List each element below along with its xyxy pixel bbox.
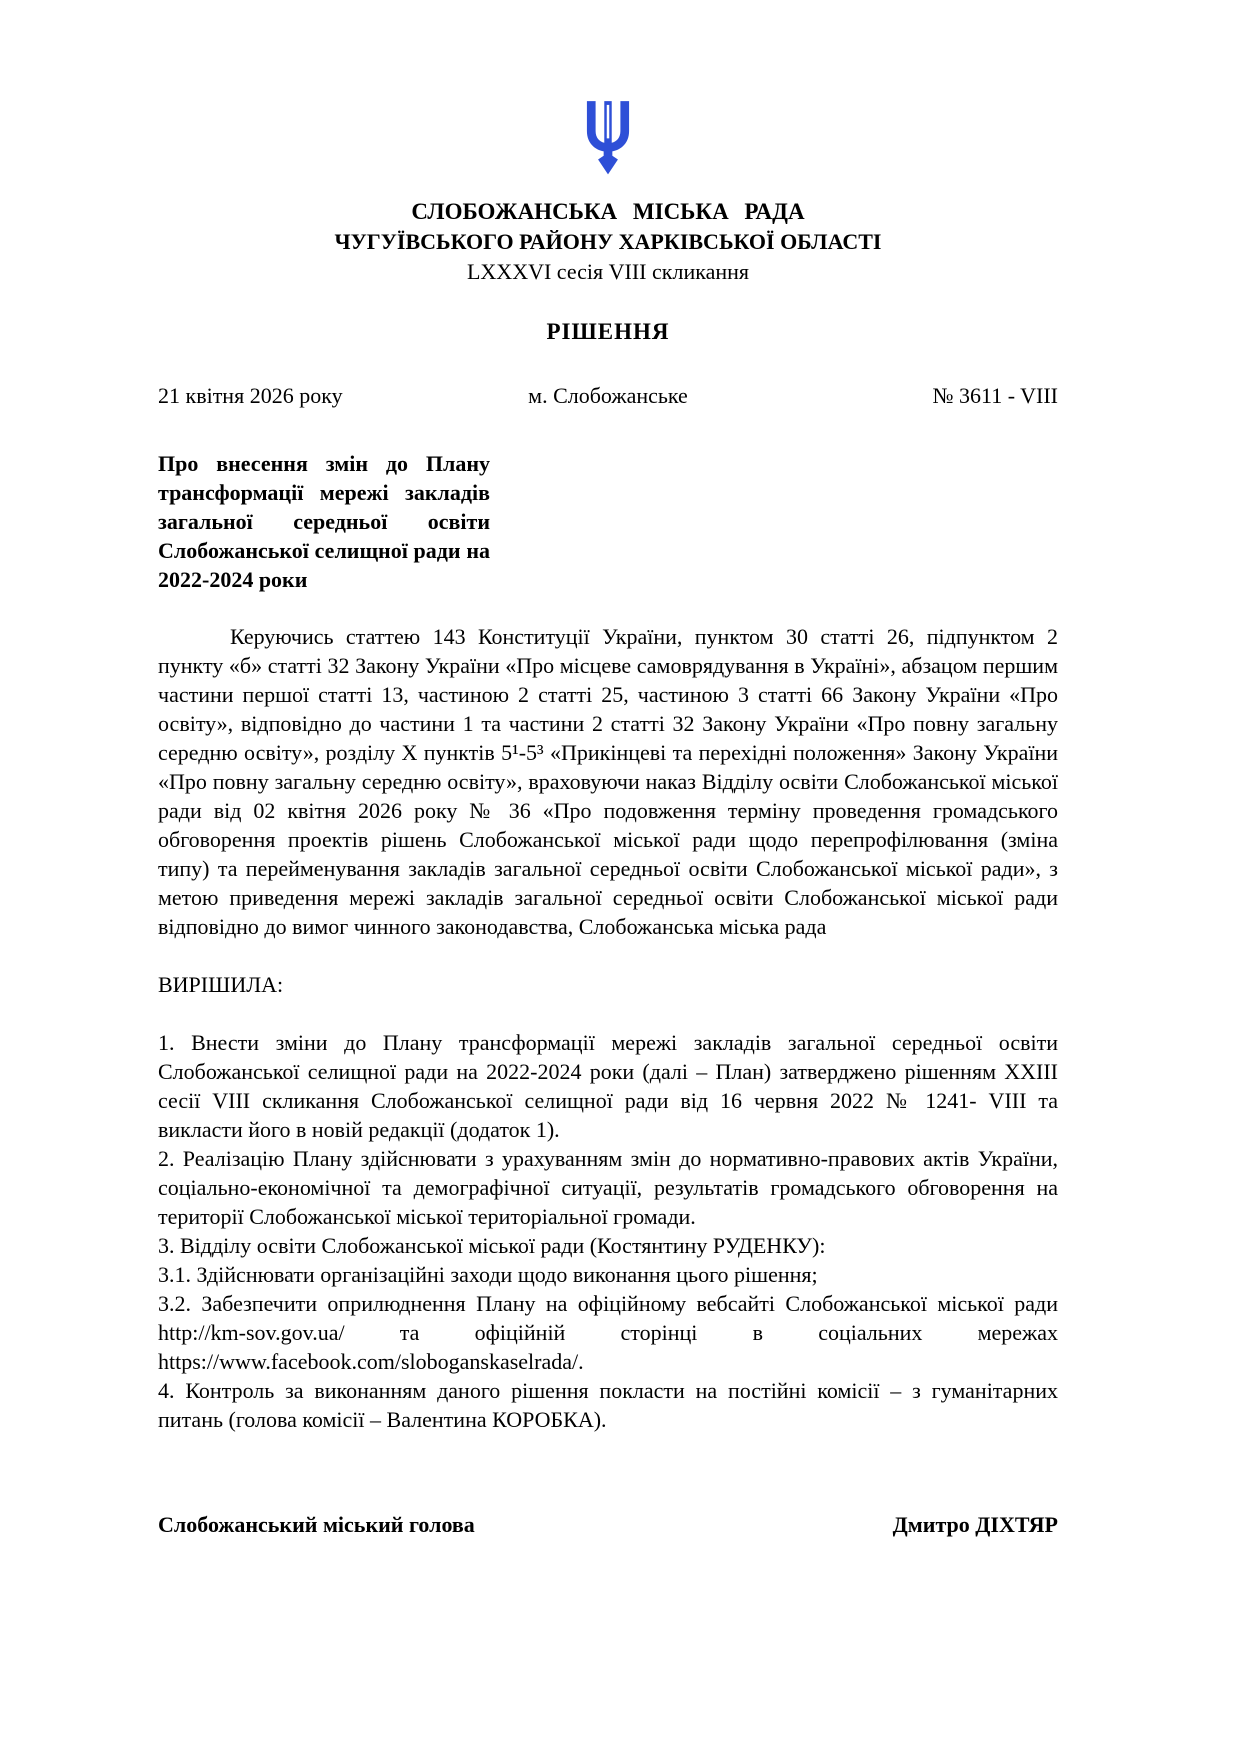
meta-row: [158, 383, 1058, 409]
signatory-name: Дмитро ДІХТЯР: [892, 1512, 1058, 1537]
document-subject: Про внесення змін до Плану трансформації мережі закладів загальної середньої освіти Слобожанської селищної ради на 2022-2024 роки: [158, 451, 490, 592]
trident-inner-line: [607, 105, 609, 138]
resolution-item-2: 2. Реалізацію Плану здійснювати з урахуванням змін до нормативно-правових актів України, соціально-економічної та демографічної ситуації, результатів громадського обговорення на території Слобожанської міської територіальної громади.: [158, 1146, 1058, 1229]
preamble-paragraph: Керуючись статтею 143 Конституції України, пунктом 30 статті 26, підпунктом 2 пункту «б» статті 32 Закону України «Про місцеве самоврядування в Україні», абзацом першим частини першої статті 13, частиною 2 статті 25, частиною 3 статті 66 Закону України «Про освіту», відповідно до частини 1 та частини 2 статті 32 Закону України «Про повну загальну середню освіту», розділу X пунктів 5¹-5³ «Прикінцеві та перехідні положення» Закону України «Про повну загальну середню освіту», враховуючи наказ Відділу освіти Слобожанської міської ради від 02 квітня 2026 року № 36 «Про подовження терміну проведення громадського обговорення проектів рішень Слобожанської міської ради щодо перепрофілювання (зміна типу) та перейменування закладів загальної середньої освіти Слобожанської міської ради», з метою приведення мережі закладів загальної середньої освіти Слобожанської міської ради відповідно до вимог чинного законодавства, Слобожанська міська рада: [158, 624, 1058, 939]
resolution-item-3-1: 3.1. Здійснювати організаційні заходи щодо виконання цього рішення;: [158, 1262, 818, 1287]
emblem-container: [158, 96, 1058, 187]
resolution-item-4: 4. Контроль за виконанням даного рішення покласти на постійні комісії – з гуманітарних питань (голова комісії – Валентина КОРОБКА).: [158, 1378, 1058, 1432]
resolution-item-3-2: 3.2. Забезпечити оприлюднення Плану на офіційному вебсайті Слобожанської міської ради http://km-sov.gov.ua/ та офіційній сторінці в соціальних мережах https://www.facebook.com/sloboganskaselrada/.: [158, 1291, 1058, 1374]
signature-row: [158, 1512, 1058, 1538]
resolution-item-1: 1. Внести зміни до Плану трансформації мережі закладів загальної середньої освіти Слобожанської селищної ради на 2022-2024 роки (далі – План) затверджено рішенням XXIII сесії VIII скликання Слобожанської селищної ради від 16 червня 2022 № 1241- VIII та викласти його в новій редакції (додаток 1).: [158, 1030, 1058, 1142]
document-type-title: РІШЕННЯ: [546, 319, 670, 344]
org-name-line1: СЛОБОЖАНСЬКА МІСЬКА РАДА: [411, 199, 805, 224]
ukraine-trident-emblem: [577, 96, 639, 182]
document-place: м. Слобожанське: [528, 383, 688, 408]
document-number: № 3611 - VIII: [932, 383, 1058, 408]
resolution-item-3: 3. Відділу освіти Слобожанської міської ради (Костянтину РУДЕНКУ):: [158, 1233, 826, 1258]
document-date: 21 квітня 2026 року: [158, 383, 343, 408]
resolution-items: [158, 1028, 1058, 1434]
resolved-label: ВИРІШИЛА:: [158, 972, 284, 997]
org-name-line2: ЧУГУЇВСЬКОГО РАЙОНУ ХАРКІВСЬКОЇ ОБЛАСТІ: [334, 229, 882, 254]
signatory-title: Слобожанський міський голова: [158, 1512, 475, 1537]
session-line: LXXXVI сесія VIII скликання: [466, 259, 749, 284]
